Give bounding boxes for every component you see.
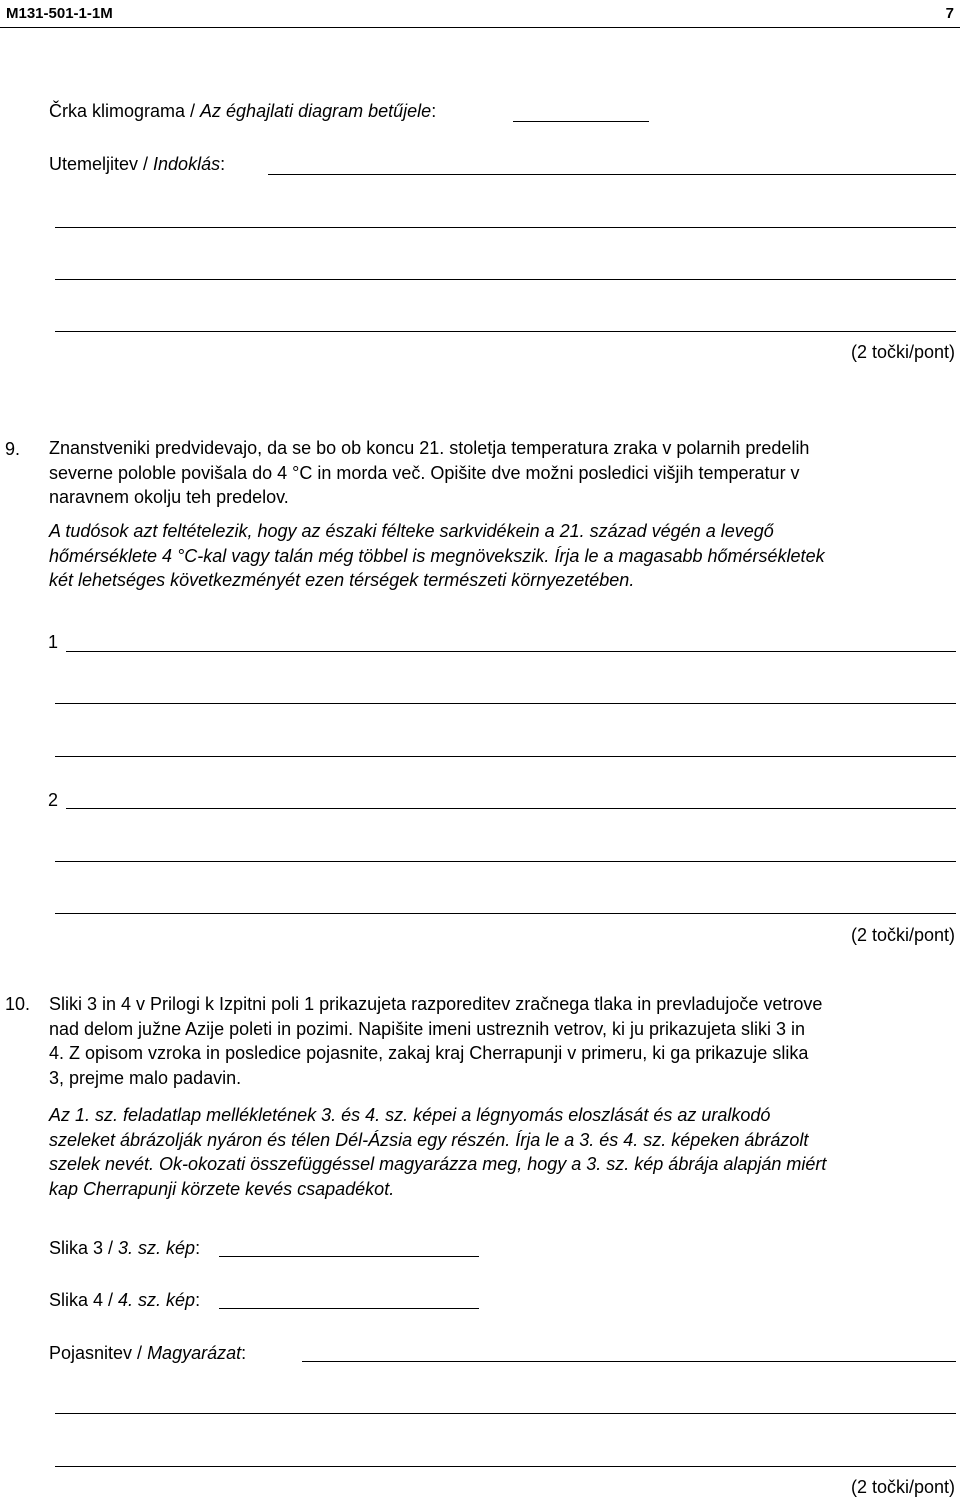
- climogram-letter-label: [49, 99, 436, 123]
- explanation-answer-line-3[interactable]: [55, 1466, 956, 1467]
- q9-answer-2-line-2[interactable]: [55, 861, 956, 862]
- figure-3-answer-line[interactable]: [219, 1256, 479, 1257]
- q10-si-line-3: 4. Z opisom vzroka in posledice pojasnite, zakaj kraj Cherrapunji v primeru, ki ga prikazuje slika: [49, 1043, 809, 1063]
- colon: :: [241, 1343, 247, 1363]
- colon: :: [220, 154, 226, 174]
- q9-answer-2-label: 2: [48, 790, 59, 810]
- q9-points: (2 točki/pont): [850, 925, 955, 945]
- explanation-label-si: Pojasnitev /: [49, 1343, 148, 1363]
- climogram-letter-label-hu: Az éghajlati diagram betűjele: [200, 101, 432, 121]
- figure-3-label-si: Slika 3 /: [49, 1238, 119, 1258]
- figure-4-label-hu: 4. sz. kép: [118, 1290, 196, 1310]
- reason-label-si: Utemeljitev /: [49, 154, 154, 174]
- figure-3-label: [49, 1236, 200, 1260]
- q9-number: 9.: [5, 439, 21, 459]
- q9-si-line-2: severne poloble povišala do 4 °C in morda več. Opišite dve možni posledici višjih temperatur v: [49, 462, 800, 483]
- figure-4-label: [49, 1288, 200, 1312]
- q9-hu-line-1: A tudósok azt feltételezik, hogy az északi félteke sarkvidékein a 21. század végén a levegő: [49, 521, 774, 541]
- climogram-letter-label-si: Črka klimograma /: [49, 101, 201, 121]
- figure-4-label-si: Slika 4 /: [49, 1290, 119, 1310]
- q9-text-hu: [49, 519, 825, 593]
- q9-answer-1-label: 1: [48, 632, 59, 652]
- q9-answer-1-line-1[interactable]: [66, 651, 956, 652]
- q9-answer-2-line-1[interactable]: [66, 808, 956, 809]
- q10-si-line-2: nad delom južne Azije poleti in pozimi. Napišite imeni ustreznih vetrov, ki ju prikazujeta sliki 3 in: [49, 1018, 806, 1039]
- q9-si-line-1: Znanstveniki predvidevajo, da se bo ob koncu 21. stoletja temperatura zraka v polarnih predelih: [49, 438, 810, 458]
- q10-hu-line-1: Az 1. sz. feladatlap mellékletének 3. és 4. sz. képei a légnyomás eloszlását és az uralkodó: [49, 1105, 771, 1125]
- header-divider: [0, 27, 960, 28]
- colon: :: [195, 1290, 201, 1310]
- colon: :: [195, 1238, 201, 1258]
- q10-points: (2 točki/pont): [850, 1477, 955, 1497]
- figure-3-label-hu: 3. sz. kép: [118, 1238, 196, 1258]
- explanation-answer-line-2[interactable]: [55, 1413, 956, 1414]
- explanation-label-hu: Magyarázat: [147, 1343, 242, 1363]
- reason-answer-line-2[interactable]: [55, 227, 956, 228]
- q10-number: 10.: [5, 994, 31, 1014]
- q10-hu-line-3: szelek nevét. Ok-okozati összefüggéssel magyarázza meg, hogy a 3. sz. kép ábrája alapján miért: [49, 1154, 827, 1174]
- q9-answer-1-line-3[interactable]: [55, 756, 956, 757]
- figure-4-answer-line[interactable]: [219, 1308, 479, 1309]
- reason-label-hu: Indoklás: [153, 154, 221, 174]
- q9-si-line-3: naravnem okolju teh predelov.: [49, 487, 289, 507]
- q10-si-line-1: Sliki 3 in 4 v Prilogi k Izpitni poli 1 prikazujeta razporeditev zračnega tlaka in prevladujoče vetrove: [49, 994, 823, 1014]
- reason-label: [49, 152, 225, 176]
- colon: :: [431, 101, 437, 121]
- reason-answer-line-4[interactable]: [55, 331, 956, 332]
- climogram-letter-answer-line[interactable]: [513, 121, 649, 122]
- explanation-label: [49, 1341, 246, 1365]
- reason-answer-line-3[interactable]: [55, 279, 956, 280]
- explanation-answer-line-1[interactable]: [302, 1361, 956, 1362]
- q9-hu-line-2: hőmérséklete 4 °C-kal vagy talán még többel is megnövekszik. Írja le a magasabb hőmérsékletek: [49, 545, 825, 566]
- q9-answer-2-line-3[interactable]: [55, 913, 956, 914]
- q9-text-si: [49, 436, 809, 510]
- exam-code: M131-501-1-1M: [6, 5, 113, 22]
- q10-si-line-4: 3, prejme malo padavin.: [49, 1067, 242, 1088]
- q10-text-hu: [49, 1103, 826, 1201]
- q10-text-si: [49, 992, 822, 1090]
- q10-hu-line-4: kap Cherrapunji körzete kevés csapadékot.: [49, 1178, 395, 1199]
- q8-points: (2 točki/pont): [850, 342, 955, 362]
- q10-hu-line-2: szeleket ábrázolják nyáron és télen Dél-Ázsia egy részén. Írja le a 3. és 4. sz. képeken ábrázolt: [49, 1129, 809, 1150]
- q9-answer-1-line-2[interactable]: [55, 703, 956, 704]
- page-number: 7: [945, 5, 954, 22]
- q9-hu-line-3: két lehetséges következményét ezen térségek természeti környezetében.: [49, 570, 635, 590]
- reason-answer-line-1[interactable]: [268, 174, 956, 175]
